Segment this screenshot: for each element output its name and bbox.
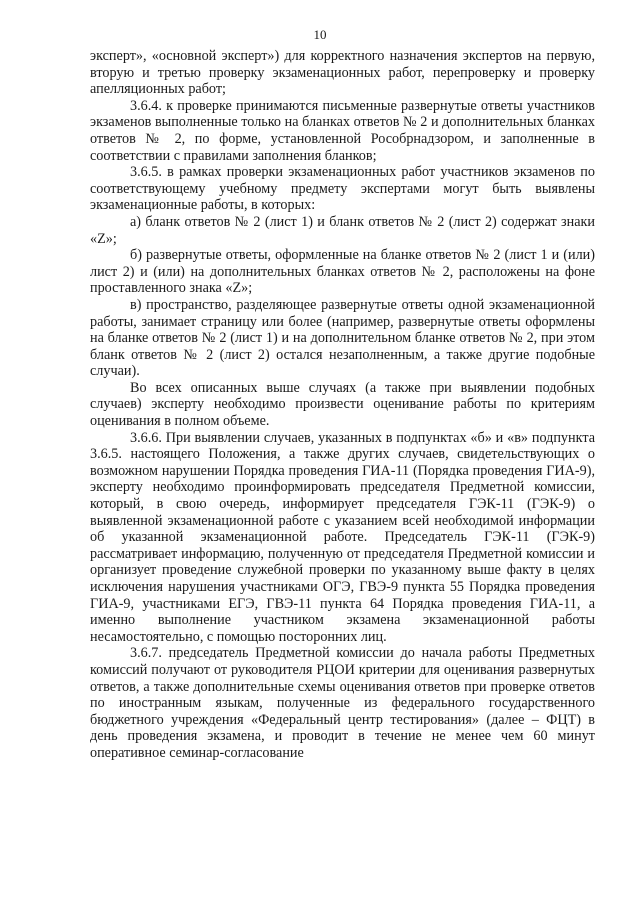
paragraph-3-6-4: 3.6.4. к проверке принимаются письменные развернутые ответы участников экзаменов выполненные только на бланках ответов № 2 и дополнительных бланках ответов № 2, по форме, установленной Рособрнадзором, и заполненные в соответствии с правилами заполнения бланков;: [90, 97, 595, 164]
paragraph-item-b: б) развернутые ответы, оформленные на бланке ответов № 2 (лист 1 и (или) лист 2) и (или) на дополнительных бланках ответов № 2, расположены на фоне проставленного знака «Z»;: [90, 247, 595, 297]
paragraph-continuation: эксперт», «основной эксперт») для корректного назначения экспертов на первую, вторую и третью проверку экзаменационных работ, перепроверку и проверку апелляционных работ;: [90, 48, 595, 98]
paragraph-3-6-5: 3.6.5. в рамках проверки экзаменационных работ участников экзаменов по соответствующему учебному предмету экспертами могут быть выявлены экзаменационные работы, в которых:: [90, 164, 595, 214]
paragraph-3-6-6: 3.6.6. При выявлении случаев, указанных в подпунктах «б» и «в» подпункта 3.6.5. настоящего Положения, а также других случаев, свидетельствующих о возможном нарушении Порядка проведения ГИА-11 (Порядка проведения ГИА-9), эксперту необходимо проинформировать председателя Предметной комиссии, который, в свою очередь, информирует председателя ГЭК-11 (ГЭК-9) о выявленной экзаменационной работе с указанием всей необходимой информации об указанной экзаменационной работе. Председатель ГЭК-11 (ГЭК-9) рассматривает информацию, полученную от председателя Предметной комиссии и организует проведение служебной проверки по указанному выше факту в целях исключения нарушения участниками ОГЭ, ГВЭ-9 пункта 55 Порядка проведения ГИА-9, участниками ЕГЭ, ГВЭ-11 пункта 64 Порядка проведения ГИА-11, а именно выполнение участником экзамена экзаменационной работы несамостоятельно, с помощью посторонних лиц.: [90, 429, 595, 645]
paragraph-item-v: в) пространство, разделяющее развернутые ответы одной экзаменационной работы, занимает страницу или более (например, развернутые ответы оформлены на бланке ответов № 2 (лист 1) и на дополнительном бланке ответов № 2, при этом бланк ответов № 2 (лист 2) остался незаполненным, а также другие подобные случаи).: [90, 296, 595, 380]
paragraph-item-a: а) бланк ответов № 2 (лист 1) и бланк ответов № 2 (лист 2) содержат знаки «Z»;: [90, 213, 595, 247]
paragraph-3-6-7: 3.6.7. председатель Предметной комиссии до начала работы Предметных комиссий получают от руководителя РЦОИ критерии для оценивания развернутых ответов, а также дополнительные схемы оценивания ответов при проверке ответов по иностранным языкам, полученные из федерального государственного бюджетного учреждения «Федеральный центр тестирования» (далее – ФЦТ) в день проведения экзамена, и проводит в течение не менее чем 60 минут оперативное семинар-согласование: [90, 645, 595, 761]
document-body: [90, 48, 595, 762]
paragraph-all-cases: Во всех описанных выше случаях (а также при выявлении подобных случаев) эксперту необходимо произвести оценивание работы по критериям оценивания в полном объеме.: [90, 379, 595, 430]
page-number: 10: [313, 27, 327, 42]
